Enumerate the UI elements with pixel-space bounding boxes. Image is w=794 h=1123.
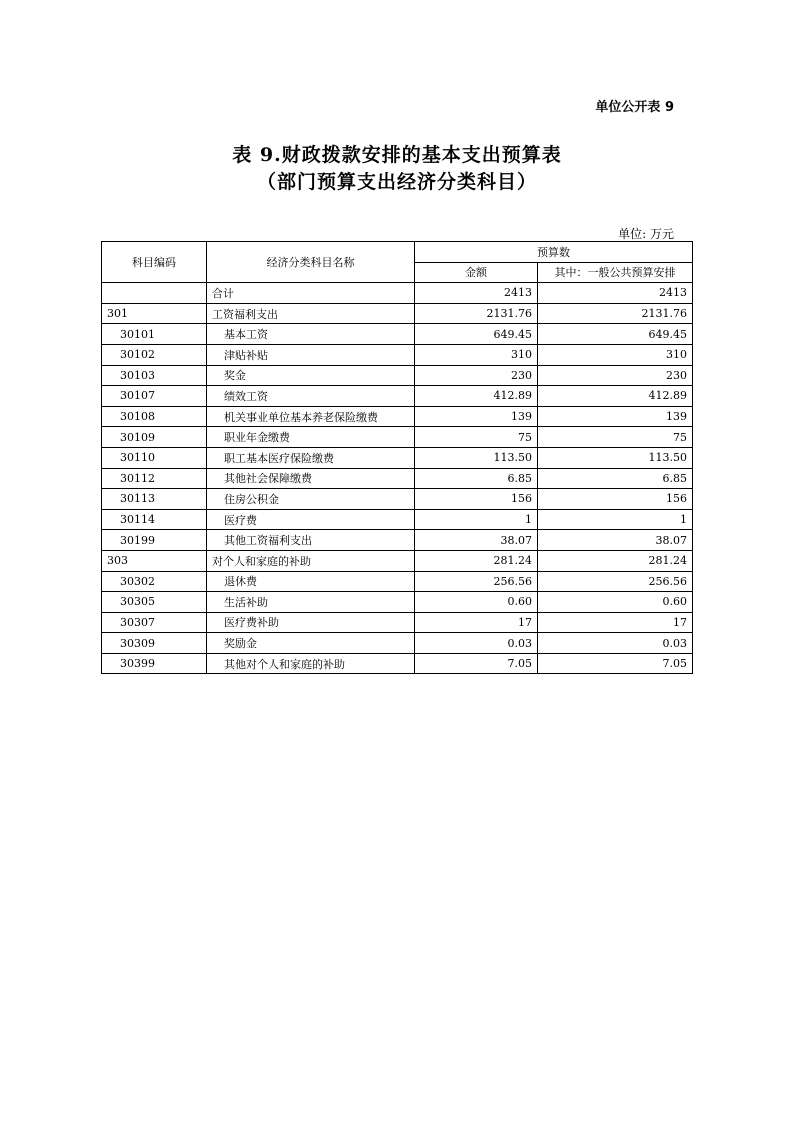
table-row — [102, 592, 693, 613]
cell-amount: 38.07 — [415, 530, 538, 551]
cell-general: 1 — [538, 509, 693, 530]
cell-code: 30199 — [102, 530, 207, 551]
cell-code — [102, 283, 207, 304]
table-row — [102, 571, 693, 592]
table-body — [102, 283, 693, 674]
cell-code: 301 — [102, 303, 207, 324]
cell-amount: 256.56 — [415, 571, 538, 592]
table-row-total — [102, 283, 693, 304]
cell-general: 139 — [538, 406, 693, 427]
cell-amount: 2131.76 — [415, 303, 538, 324]
cell-name: 对个人和家庭的补助 — [207, 550, 415, 571]
cell-name: 生活补助 — [207, 592, 415, 613]
cell-amount: 1 — [415, 509, 538, 530]
table-row — [102, 509, 693, 530]
table-row — [102, 530, 693, 551]
page-subtitle: （部门预算支出经济分类科目） — [256, 171, 537, 193]
cell-name: 工资福利支出 — [207, 303, 415, 324]
cell-code: 30101 — [102, 324, 207, 345]
cell-amount: 230 — [415, 365, 538, 386]
cell-amount: 281.24 — [415, 550, 538, 571]
title-block — [0, 142, 794, 196]
cell-code: 30110 — [102, 447, 207, 468]
cell-name: 绩效工资 — [207, 386, 415, 407]
cell-general: 2413 — [538, 283, 693, 304]
cell-code: 30109 — [102, 427, 207, 448]
cell-amount: 0.60 — [415, 592, 538, 613]
cell-name: 住房公积金 — [207, 489, 415, 510]
cell-amount: 412.89 — [415, 386, 538, 407]
cell-name: 职工基本医疗保险缴费 — [207, 447, 415, 468]
cell-name: 其他社会保障缴费 — [207, 468, 415, 489]
cell-general: 6.85 — [538, 468, 693, 489]
cell-name: 医疗费 — [207, 509, 415, 530]
header-budget-group: 预算数 — [415, 242, 693, 263]
cell-code: 30114 — [102, 509, 207, 530]
cell-general: 156 — [538, 489, 693, 510]
header-amount: 金额 — [415, 262, 538, 283]
table-row — [102, 365, 693, 386]
cell-name: 职业年金缴费 — [207, 427, 415, 448]
table-row — [102, 344, 693, 365]
cell-amount: 113.50 — [415, 447, 538, 468]
cell-amount: 310 — [415, 344, 538, 365]
cell-code: 30307 — [102, 612, 207, 633]
cell-name: 退休费 — [207, 571, 415, 592]
cell-general: 75 — [538, 427, 693, 448]
table-row — [102, 447, 693, 468]
cell-code: 30305 — [102, 592, 207, 613]
cell-general: 0.60 — [538, 592, 693, 613]
table-number-tag: 单位公开表 9 — [595, 100, 674, 115]
cell-code: 30399 — [102, 653, 207, 674]
unit-label: 单位: 万元 — [618, 227, 674, 241]
cell-amount: 139 — [415, 406, 538, 427]
cell-amount: 6.85 — [415, 468, 538, 489]
cell-general: 310 — [538, 344, 693, 365]
cell-amount: 75 — [415, 427, 538, 448]
cell-name: 医疗费补助 — [207, 612, 415, 633]
table-header — [102, 242, 693, 283]
cell-amount: 17 — [415, 612, 538, 633]
cell-name: 合计 — [207, 283, 415, 304]
table-row — [102, 406, 693, 427]
cell-general: 649.45 — [538, 324, 693, 345]
cell-code: 30102 — [102, 344, 207, 365]
cell-code: 30113 — [102, 489, 207, 510]
table-row — [102, 468, 693, 489]
cell-name: 其他工资福利支出 — [207, 530, 415, 551]
table-row — [102, 386, 693, 407]
table-row — [102, 427, 693, 448]
page-title: 表 9.财政拨款安排的基本支出预算表 — [232, 144, 562, 166]
cell-code: 30103 — [102, 365, 207, 386]
cell-general: 113.50 — [538, 447, 693, 468]
cell-amount: 7.05 — [415, 653, 538, 674]
cell-amount: 156 — [415, 489, 538, 510]
cell-name: 奖金 — [207, 365, 415, 386]
cell-name: 奖励金 — [207, 633, 415, 654]
cell-name: 基本工资 — [207, 324, 415, 345]
cell-code: 30108 — [102, 406, 207, 427]
cell-code: 30309 — [102, 633, 207, 654]
cell-name: 其他对个人和家庭的补助 — [207, 653, 415, 674]
cell-amount: 649.45 — [415, 324, 538, 345]
cell-general: 17 — [538, 612, 693, 633]
cell-general: 7.05 — [538, 653, 693, 674]
cell-code: 303 — [102, 550, 207, 571]
table-row — [102, 612, 693, 633]
table-row — [102, 653, 693, 674]
cell-general: 38.07 — [538, 530, 693, 551]
cell-general: 412.89 — [538, 386, 693, 407]
header-name: 经济分类科目名称 — [207, 242, 415, 283]
table-row — [102, 489, 693, 510]
budget-table — [101, 241, 693, 674]
header-general-budget: 其中：一般公共预算安排 — [538, 262, 693, 283]
cell-name: 机关事业单位基本养老保险缴费 — [207, 406, 415, 427]
cell-name: 津贴补贴 — [207, 344, 415, 365]
cell-code: 30107 — [102, 386, 207, 407]
cell-general: 2131.76 — [538, 303, 693, 324]
cell-code: 30112 — [102, 468, 207, 489]
cell-general: 256.56 — [538, 571, 693, 592]
header-code: 科目编码 — [102, 242, 207, 283]
cell-general: 0.03 — [538, 633, 693, 654]
table-row — [102, 303, 693, 324]
table-row — [102, 324, 693, 345]
cell-general: 230 — [538, 365, 693, 386]
cell-amount: 0.03 — [415, 633, 538, 654]
table-row — [102, 550, 693, 571]
cell-general: 281.24 — [538, 550, 693, 571]
cell-code: 30302 — [102, 571, 207, 592]
cell-amount: 2413 — [415, 283, 538, 304]
table-row — [102, 633, 693, 654]
